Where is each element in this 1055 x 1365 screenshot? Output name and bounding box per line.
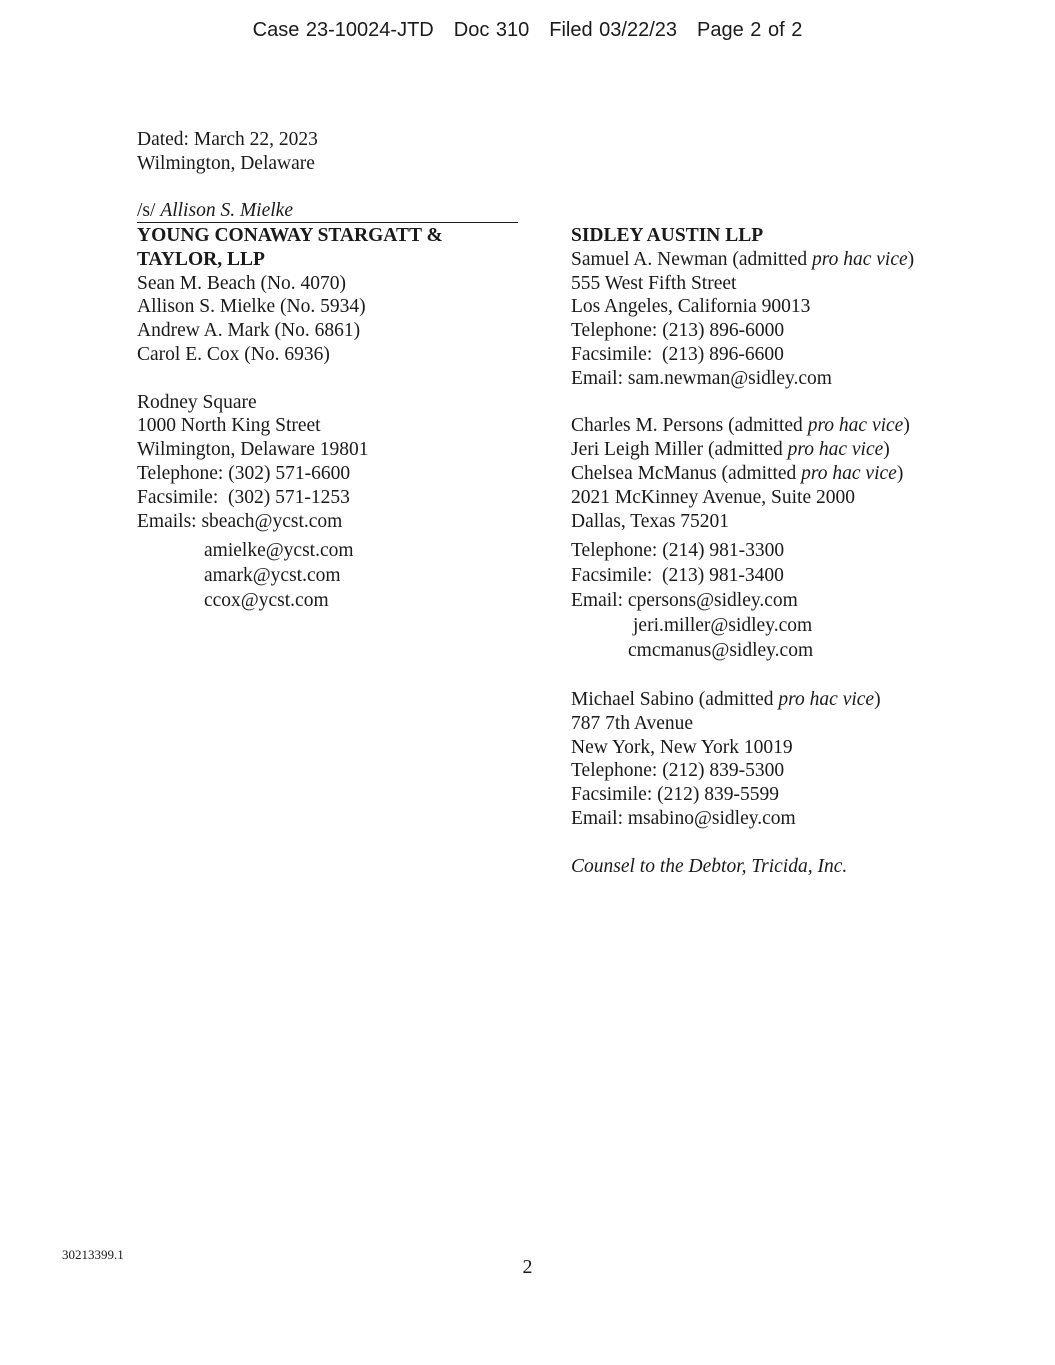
left-firm-name-line1: YOUNG CONAWAY STARGATT &: [137, 225, 443, 246]
right-ny-block: Michael Sabino (admitted pro hac vice) 787 7th Avenue New York, New York 10019 Telephone: (212) 839-5300 Facsimile: (212) 839-5599 Email: msabino@sidley.com Counsel to the Debtor, Tricida, Inc.: [571, 689, 881, 877]
signature-name: Allison S. Mielke: [160, 200, 293, 221]
case-number: Case 23-10024-JTD: [252, 19, 434, 41]
left-emails: Emails: sbeach@ycst.com: [137, 510, 343, 532]
right-attorney: Michael Sabino (admitted: [571, 689, 779, 710]
page-number: 2: [522, 1256, 533, 1278]
right-email: jeri.miller@sidley.com: [633, 615, 813, 636]
left-emails-continued: [137, 538, 354, 613]
left-address-line: Wilmington, Delaware 19801: [137, 439, 369, 461]
dated-line: Dated: March 22, 2023: [137, 129, 318, 150]
left-telephone: Telephone: (302) 571-6600: [137, 462, 351, 484]
right-facsimile: Facsimile: (212) 839-5599: [571, 784, 779, 806]
left-attorney: Carol E. Cox (No. 6936): [137, 343, 330, 365]
filed-date: Filed 03/22/23: [549, 19, 678, 41]
left-address-line: 1000 North King Street: [137, 415, 321, 437]
left-facsimile: Facsimile: (302) 571-1253: [137, 486, 350, 508]
right-attorney: Chelsea McManus (admitted: [571, 462, 802, 484]
left-address-line: Rodney Square: [137, 391, 257, 413]
left-firm-block: [137, 224, 443, 533]
left-email: amark@ycst.com: [204, 565, 341, 586]
left-attorney: Sean M. Beach (No. 4070): [137, 272, 347, 294]
right-address-line: 2021 McKinney Avenue, Suite 2000: [571, 486, 855, 508]
right-address-line: 555 West Fifth Street: [571, 272, 737, 294]
right-email: Email: msabino@sidley.com: [571, 807, 796, 829]
right-attorney: Jeri Leigh Miller (admitted: [571, 439, 788, 461]
right-email: cmcmanus@sidley.com: [628, 640, 814, 661]
document-id: 30213399.1: [62, 1247, 124, 1262]
right-attorney: Samuel A. Newman (admitted: [571, 248, 812, 270]
right-telephone: Telephone: (213) 896-6000: [571, 320, 785, 342]
signature-prefix: /s/: [137, 200, 161, 221]
doc-number: Doc 310: [453, 19, 530, 41]
right-address-line: Dallas, Texas 75201: [571, 510, 730, 532]
right-facsimile: Facsimile: (213) 896-6600: [571, 343, 784, 365]
right-telephone: Telephone: (214) 981-3300: [571, 540, 785, 561]
left-attorney: Allison S. Mielke (No. 5934): [137, 296, 366, 318]
right-email: Email: cpersons@sidley.com: [571, 590, 798, 611]
location-line: Wilmington, Delaware: [137, 152, 315, 174]
right-address-line: 787 7th Avenue: [571, 712, 694, 734]
right-address-line: Los Angeles, California 90013: [571, 296, 811, 318]
right-firm-block: SIDLEY AUSTIN LLP Samuel A. Newman (admitted pro hac vice) 555 West Fifth Street Los Angeles, California 90013 Telephone: (213) 896-6000 Facsimile: (213) 896-6600 Email: sam.newman@sidley.com Charles M. Persons (admitted pro hac vice) Jeri Leigh Miller (admitted pro hac vice) Chelsea McManus (admitted pro hac vice) 2021 McKinney Avenue, Suite 2000 Dallas, Texas 75201: [571, 225, 915, 532]
left-email: amielke@ycst.com: [204, 540, 354, 561]
right-firm-name: SIDLEY AUSTIN LLP: [571, 225, 764, 246]
right-facsimile: Facsimile: (213) 981-3400: [571, 565, 784, 586]
right-dallas-contact: [571, 538, 813, 663]
signature-line: [137, 222, 518, 223]
page-indicator: Page 2 of 2: [697, 19, 803, 41]
right-telephone: Telephone: (212) 839-5300: [571, 760, 785, 782]
right-email: Email: sam.newman@sidley.com: [571, 367, 832, 389]
date-block: [137, 128, 318, 176]
right-address-line: New York, New York 10019: [571, 736, 793, 758]
left-firm-name-line2: TAYLOR, LLP: [137, 248, 265, 270]
counsel-line: Counsel to the Debtor, Tricida, Inc.: [571, 855, 848, 877]
right-attorney: Charles M. Persons (admitted: [571, 415, 808, 437]
left-email: ccox@ycst.com: [204, 590, 329, 611]
filing-header: [0, 19, 1055, 42]
signature-block: [137, 199, 293, 223]
left-attorney: Andrew A. Mark (No. 6861): [137, 320, 361, 342]
